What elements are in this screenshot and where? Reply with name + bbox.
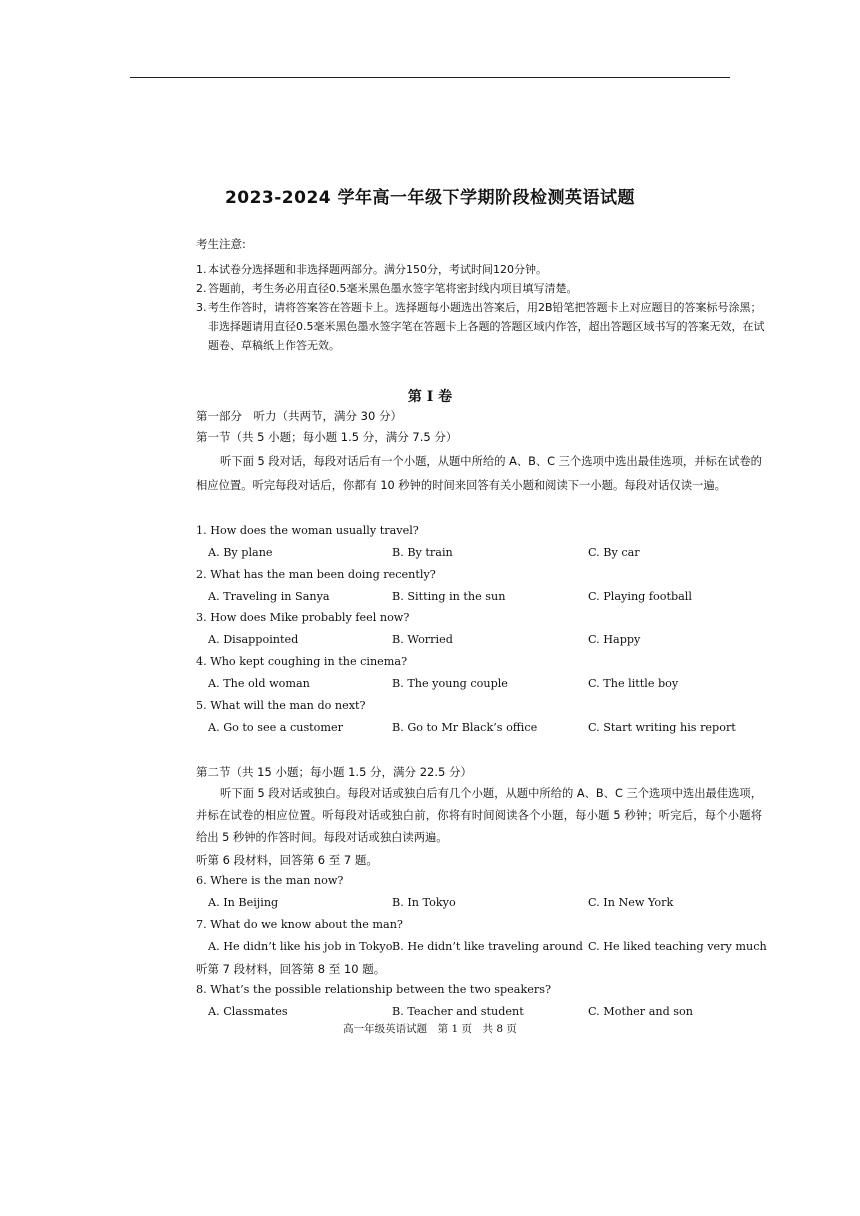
option-c: C. Happy <box>588 633 641 646</box>
option-b: B. Go to Mr Black’s office <box>392 721 538 734</box>
notice-box <box>196 236 766 355</box>
question: 6. Where is the man now? <box>196 874 344 887</box>
option-a: A. By plane <box>208 546 273 559</box>
option-a: A. He didn’t like his job in Tokyo <box>208 940 393 953</box>
question: 7. What do we know about the man? <box>196 918 403 931</box>
material-heading: 听第 7 段材料，回答第 8 至 10 题。 <box>196 962 386 976</box>
notice-text: 答题前，考生务必用直径0.5毫米黑色墨水签字笔将密封线内项目填写清楚。 <box>208 282 578 295</box>
notice-number: 3. <box>196 301 207 314</box>
option-c: C. Mother and son <box>588 1005 693 1018</box>
question: 4. Who kept coughing in the cinema? <box>196 655 408 668</box>
notice-item <box>196 298 766 355</box>
option-b: B. By train <box>392 546 453 559</box>
notice-heading: 考生注意: <box>196 237 246 251</box>
option-a: A. In Beijing <box>208 896 279 909</box>
page-title: 2023-2024 学年高一年级下学期阶段检测英语试题 <box>224 188 636 208</box>
question: 1. How does the woman usually travel? <box>196 524 419 537</box>
section-heading: 第一节（共 5 小题；每小题 1.5 分，满分 7.5 分） <box>196 430 458 444</box>
section-instructions: 听下面 5 段对话，每段对话后有一个小题，从题中所给的 A、B、C 三个选项中选出最佳选项，并标在试卷的相应位置。听完每段对话后，你都有 10 秒钟的时间来回答有关小题和阅读下一小题。每段对话仅读一遍。 <box>196 455 762 492</box>
question: 8. What’s the possible relationship between the two speakers? <box>196 983 551 996</box>
option-b: B. Teacher and student <box>392 1005 524 1018</box>
volume-heading: 第 I 卷 <box>407 389 453 405</box>
option-b: B. Worried <box>392 633 453 646</box>
section-heading: 第二节（共 15 小题；每小题 1.5 分，满分 22.5 分） <box>196 765 472 779</box>
top-rule <box>130 77 730 78</box>
part-heading: 第一部分 听力（共两节，满分 30 分） <box>196 409 402 423</box>
option-b: B. He didn’t like traveling around <box>392 940 583 953</box>
option-a: A. Go to see a customer <box>208 721 343 734</box>
option-c: C. By car <box>588 546 640 559</box>
notice-text: 本试卷分选择题和非选择题两部分。满分150分，考试时间120分钟。 <box>208 263 547 276</box>
notice-number: 1. <box>196 263 207 276</box>
option-c: C. In New York <box>588 896 674 909</box>
notice-number: 2. <box>196 282 207 295</box>
question: 3. How does Mike probably feel now? <box>196 611 410 624</box>
option-b: B. The young couple <box>392 677 508 690</box>
option-b: B. Sitting in the sun <box>392 590 506 603</box>
option-a: A. Classmates <box>208 1005 288 1018</box>
option-c: C. He liked teaching very much <box>588 940 767 953</box>
option-c: C. Start writing his report <box>588 721 736 734</box>
question: 5. What will the man do next? <box>196 699 366 712</box>
question: 2. What has the man been doing recently? <box>196 568 436 581</box>
notice-item <box>196 260 766 279</box>
option-c: C. The little boy <box>588 677 679 690</box>
option-a: A. Disappointed <box>208 633 299 646</box>
option-a: A. The old woman <box>208 677 310 690</box>
page-footer: 高一年级英语试题 第 1 页 共 8 页 <box>343 1023 517 1035</box>
option-c: C. Playing football <box>588 590 692 603</box>
material-heading: 听第 6 段材料，回答第 6 至 7 题。 <box>196 853 378 867</box>
section-instructions: 听下面 5 段对话或独白。每段对话或独白后有几个小题，从题中所给的 A、B、C 三个选项中选出最佳选项，并标在试卷的相应位置。听每段对话或独白前，你将有时间阅读各个小题，每小题 5 秒钟；听完后，每个小题将给出 5 秒钟的作答时间。每段对话或独白读两遍。 <box>196 787 762 844</box>
notice-text: 考生作答时，请将答案答在答题卡上。选择题每小题选出答案后，用2B铅笔把答题卡上对应题目的答案标号涂黑；非选择题请用直径0.5毫米黑色墨水签字笔在答题卡上各题的答题区域内作答，超出答题区域书写的答案无效，在试题卷、草稿纸上作答无效。 <box>208 301 765 352</box>
notice-item <box>196 279 766 298</box>
option-b: B. In Tokyo <box>392 896 456 909</box>
option-a: A. Traveling in Sanya <box>208 590 330 603</box>
